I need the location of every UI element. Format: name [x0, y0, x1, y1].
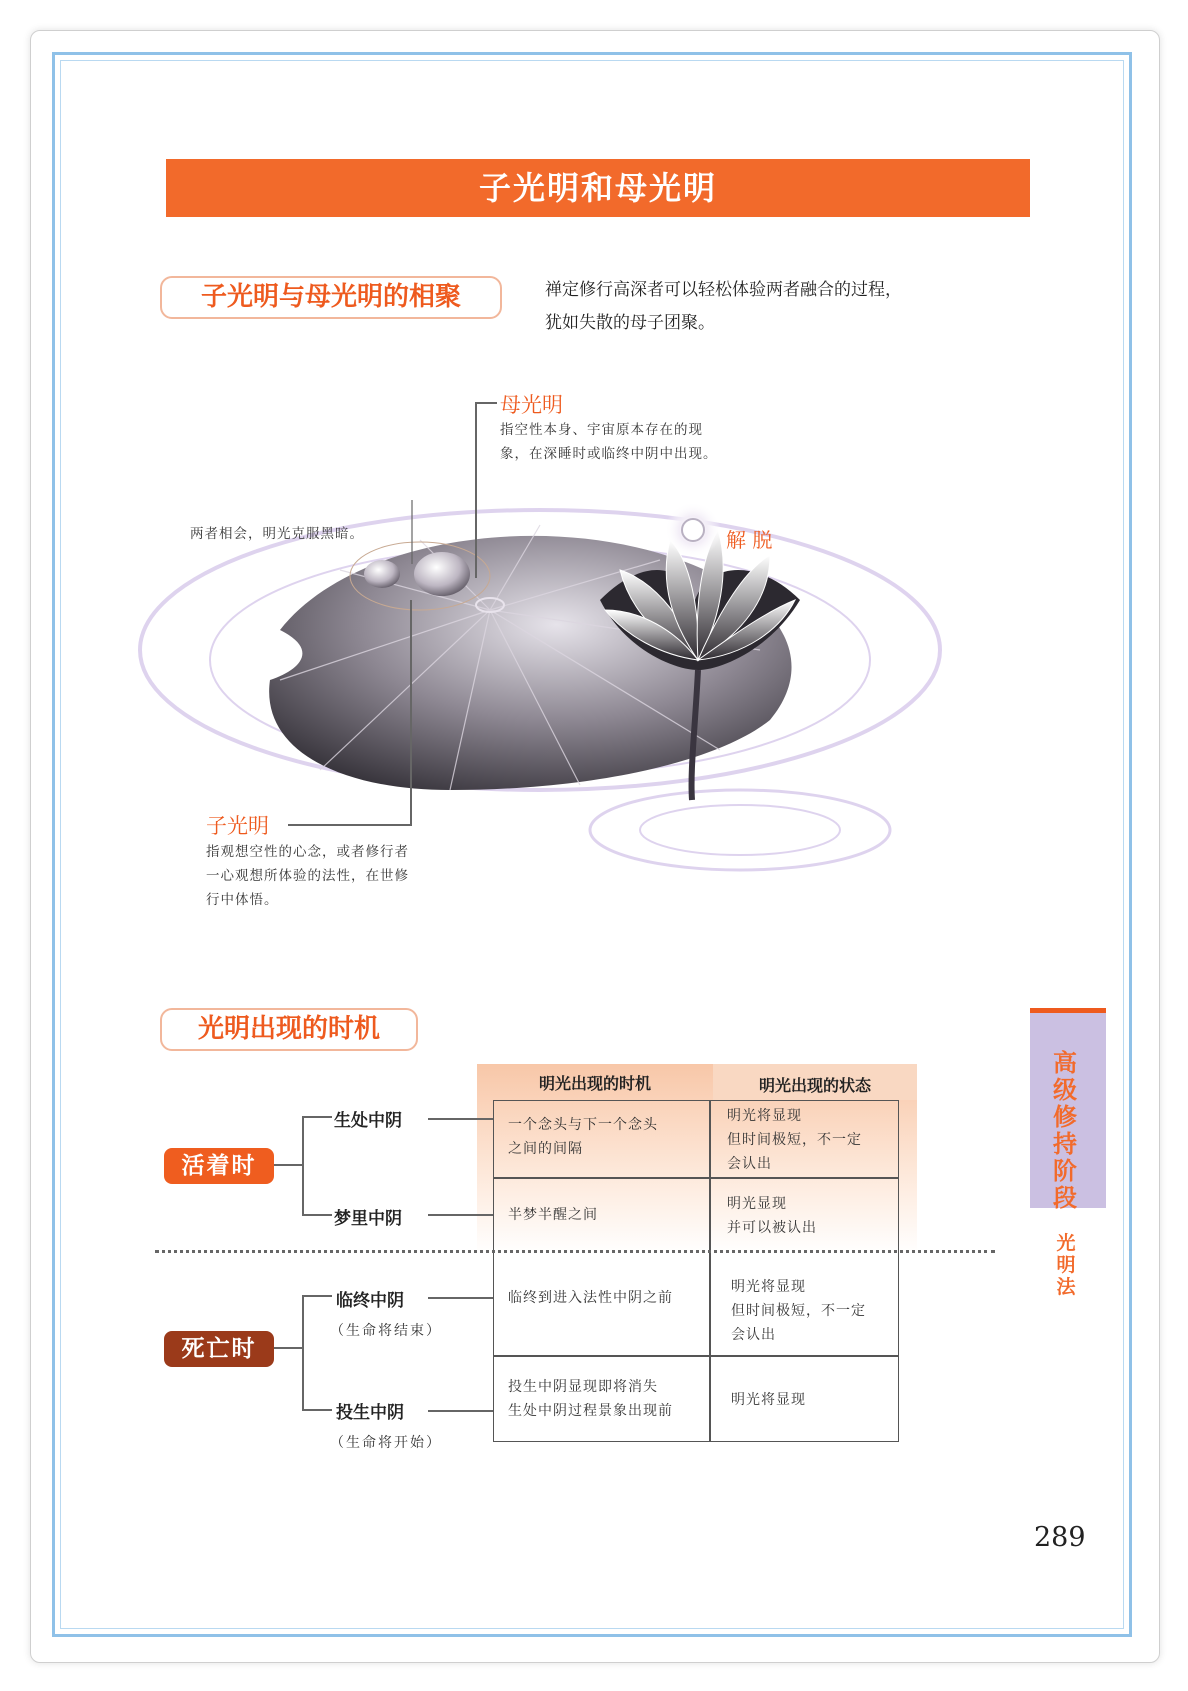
timing-cell-4 [508, 1375, 673, 1423]
cell-line: 会认出 [731, 1327, 776, 1343]
tree-connector [428, 1410, 493, 1412]
tree-line [302, 1116, 304, 1216]
table-col-divider [709, 1100, 711, 1442]
cell-line: 投生中阴显现即将消失 [508, 1379, 658, 1395]
cell-line: 之间的间隔 [508, 1141, 583, 1157]
tree-line [302, 1409, 332, 1411]
stage-note: （生命将结束） [330, 1323, 442, 1339]
timing-cell-2 [508, 1203, 598, 1227]
page-title: 子光明和母光明 [166, 159, 1030, 217]
stage-label: 临终中阴 [336, 1291, 404, 1311]
tree-line [302, 1116, 332, 1118]
col-header-state: 明光出现的状态 [758, 1076, 871, 1095]
mother-light-label: 母光明 [500, 393, 563, 417]
section-tab-label: 光明法 [1056, 1232, 1076, 1298]
desc-line: 指观想空性的心念，或者修行者 [206, 844, 409, 860]
child-light-desc [206, 840, 409, 912]
cell-line: 半梦半醒之间 [508, 1207, 598, 1223]
cell-line: 明光显现 [727, 1196, 787, 1212]
cell-line: 会认出 [727, 1156, 772, 1172]
table-row-divider [493, 1177, 899, 1179]
child-callout-tick [288, 824, 412, 826]
death-badge: 死亡时 [164, 1331, 274, 1367]
chapter-tab-label: 高级修持阶段 [1053, 1049, 1077, 1212]
tree-line [302, 1214, 332, 1216]
liberation-orb [682, 519, 704, 541]
state-cell-2 [727, 1192, 817, 1240]
tree-line [302, 1295, 304, 1411]
timing-cell-1 [508, 1113, 658, 1161]
tree-line [274, 1347, 304, 1349]
state-cell-1 [727, 1104, 862, 1176]
stage-label: 生处中阴 [334, 1111, 402, 1131]
liberation-label: 解 脱 [726, 528, 773, 552]
section-heading-timing: 光明出现的时机 [160, 1008, 418, 1051]
desc-line: 指空性本身、宇宙原本存在的现 [500, 422, 703, 438]
child-light-label: 子光明 [206, 814, 269, 838]
stage-label: 投生中阴 [336, 1403, 404, 1423]
cell-line: 但时间极短，不一定 [731, 1303, 866, 1319]
alive-death-separator [155, 1250, 995, 1253]
mother-light-desc [500, 418, 718, 466]
mother-callout-line [475, 402, 477, 578]
section-heading-meeting: 子光明与母光明的相聚 [160, 276, 502, 319]
page-number: 289 [1034, 1522, 1086, 1553]
stage-label: 梦里中阴 [334, 1209, 402, 1229]
tree-connector [428, 1297, 493, 1299]
stage-note: （生命将开始） [330, 1435, 442, 1451]
mother-light-drop [414, 552, 470, 596]
desc-line: 一心观想所体验的法性，在世修 [206, 868, 409, 884]
desc-line: 象，在深睡时或临终中阴中出现。 [500, 446, 718, 462]
state-cell-3 [731, 1275, 866, 1347]
intro-line: 犹如失散的母子团聚。 [545, 313, 715, 333]
timing-cell-3 [508, 1286, 673, 1310]
meeting-note: 两者相会，明光克服黑暗。 [190, 526, 364, 542]
cell-line: 临终到进入法性中阴之前 [508, 1290, 673, 1306]
tree-connector [428, 1118, 493, 1120]
tree-line [302, 1295, 332, 1297]
tree-line [274, 1164, 304, 1166]
cell-line: 明光将显现 [731, 1279, 806, 1295]
table-row-divider [493, 1355, 899, 1357]
intro-text [545, 274, 902, 340]
alive-badge: 活着时 [164, 1148, 274, 1184]
col-header-timing: 明光出现的时机 [538, 1074, 651, 1093]
state-cell-4 [731, 1388, 806, 1412]
cell-line: 明光将显现 [731, 1392, 806, 1408]
tree-connector [428, 1214, 493, 1216]
cell-line: 但时间极短，不一定 [727, 1132, 862, 1148]
child-light-drop [364, 560, 400, 588]
desc-line: 行中体悟。 [206, 892, 279, 908]
mother-callout-tick [475, 402, 497, 404]
cell-line: 生处中阴过程景象出现前 [508, 1403, 673, 1419]
child-callout-line [410, 600, 412, 826]
cell-line: 一个念头与下一个念头 [508, 1117, 658, 1133]
intro-line: 禅定修行高深者可以轻松体验两者融合的过程， [545, 280, 902, 300]
cell-line: 明光将显现 [727, 1108, 802, 1124]
cell-line: 并可以被认出 [727, 1220, 817, 1236]
